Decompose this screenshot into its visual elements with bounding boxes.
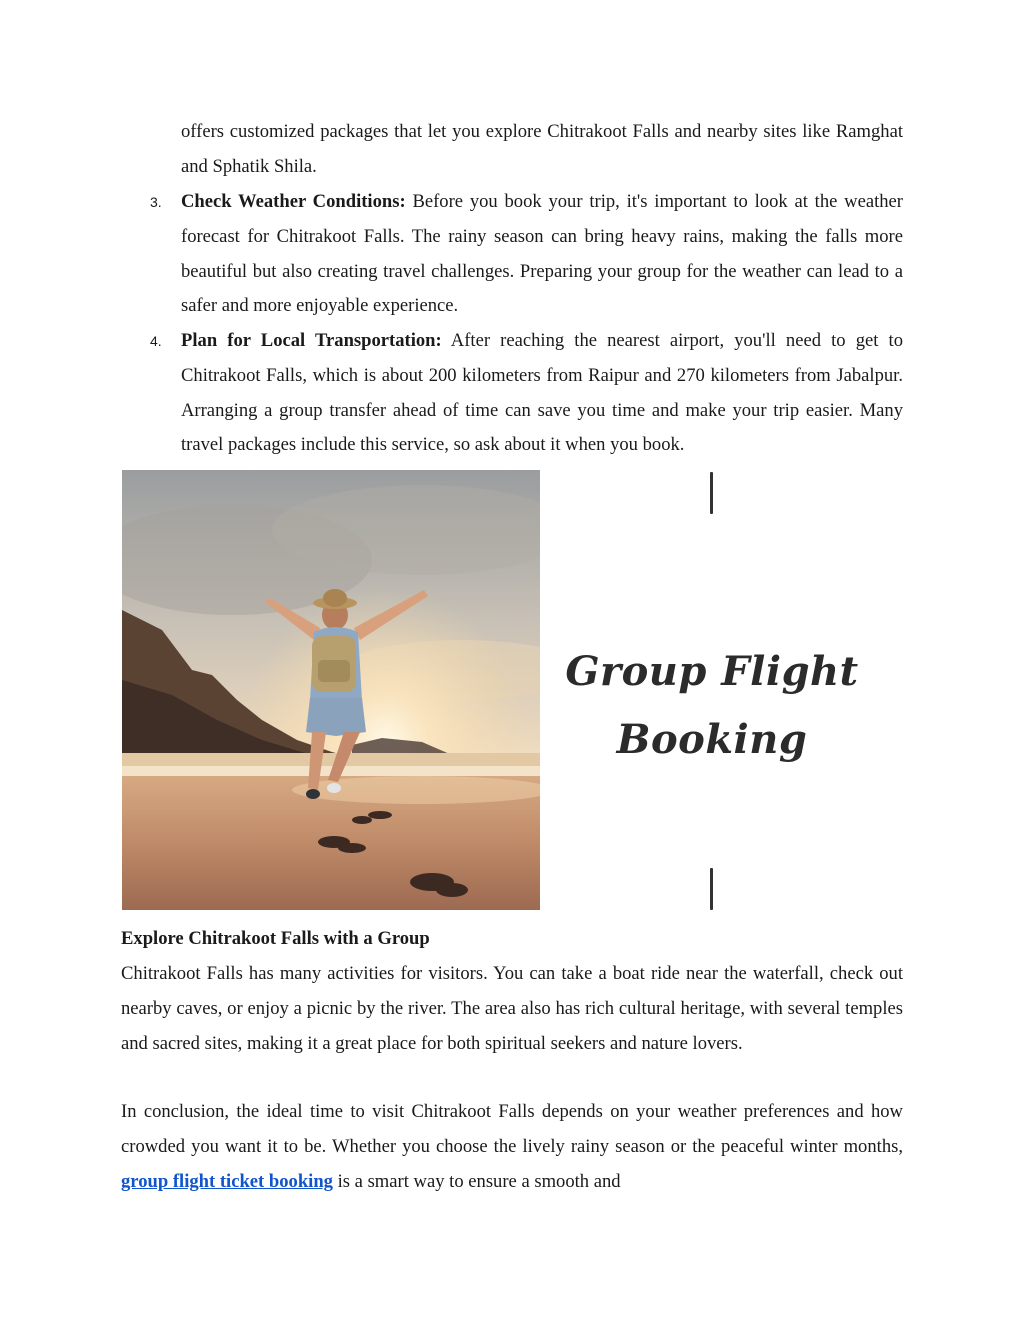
list-item-3-title: Check Weather Conditions: (181, 191, 406, 212)
graphic-title (540, 638, 884, 774)
section-paragraph-1: Chitrakoot Falls has many activities for visitors. You can take a boat ride near the waterfall, check out nearby caves, or enjoy a picnic by the river. The area also has rich cultural heritage, with several temples and sacred sites, making it a great place for both spiritual seekers and nature lovers. (121, 963, 903, 1054)
paragraph-2-text-before: In conclusion, the ideal time to visit Chitrakoot Falls depends on your weather preferences and how crowded you want it to be. Whether you choose the lively rainy season or the peaceful winter months, (121, 1101, 903, 1157)
graphic-title-line-1: Group Flight (565, 648, 859, 695)
group-flight-booking-graphic (540, 470, 884, 910)
graphic-title-line-2: Booking (616, 716, 808, 763)
divider-line-top (710, 472, 713, 514)
group-flight-ticket-booking-link[interactable]: group flight ticket booking (121, 1170, 333, 1192)
section-paragraph-2 (121, 1095, 903, 1199)
list-item-3-text: Before you book your trip, it's important to look at the weather forecast for Chitrakoot Falls. The rainy season can bring heavy rains, making the falls more beautiful but also creating travel challenges. Preparing your group for the weather can lead to a safer and more enjoyable experience. (181, 191, 903, 317)
paragraph-2-text-after: is a smart way to ensure a smooth and (332, 1170, 621, 1192)
list-item-4 (181, 324, 903, 463)
traveler-beach-photo (122, 470, 540, 910)
list-item-2-text: offers customized packages that let you explore Chitrakoot Falls and nearby sites like Ramghat and Sphatik Shila. (181, 121, 903, 177)
list-item-4-text: After reaching the nearest airport, you'll need to get to Chitrakoot Falls, which is about 200 kilometers from Raipur and 270 kilometers from Jabalpur. Arranging a group transfer ahead of time can save you time and make your trip easier. Many travel packages include this service, so ask about it when you book. (181, 330, 903, 456)
list-item-3-number: 3. (150, 194, 162, 210)
list-item-4-title: Plan for Local Transportation: (181, 330, 442, 351)
divider-line-bottom (710, 868, 713, 910)
list-item-3 (181, 185, 903, 324)
section-heading: Explore Chitrakoot Falls with a Group (121, 928, 430, 949)
list-item-4-number: 4. (150, 333, 162, 349)
list-item-2-continuation (181, 115, 903, 185)
